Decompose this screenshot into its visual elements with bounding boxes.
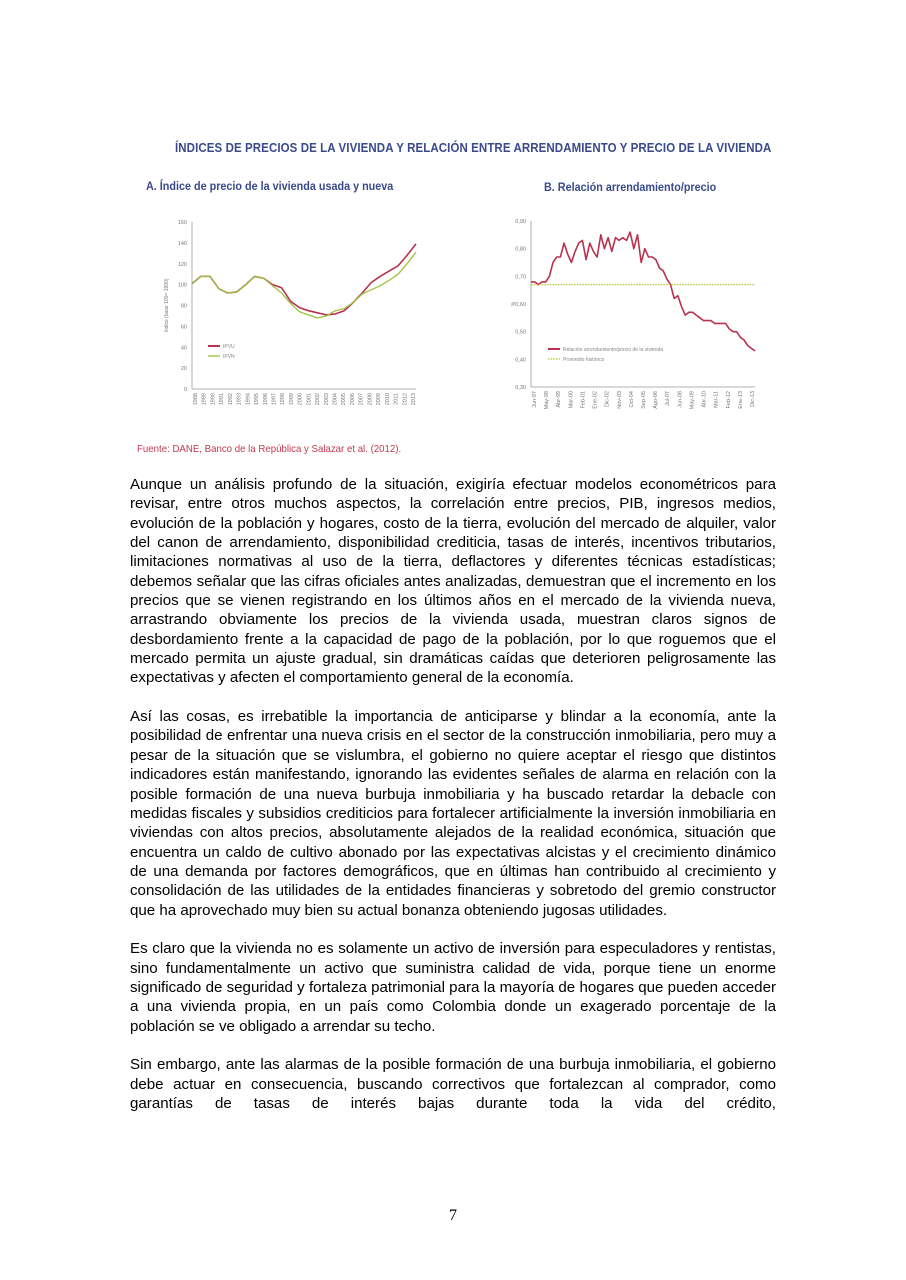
x-tick-label: Ene-02 <box>592 391 599 409</box>
x-tick-label: 2002 <box>315 393 322 406</box>
paragraph: Sin embargo, ante las alarmas de la posible formación de una burbuja inmobiliaria, el gobierno debe actuar en consecuencia, buscando correctivos que fortalezcan al comprador, como garantías de tasas de interés bajas durante toda la vida del crédito, <box>130 1056 776 1112</box>
x-tick-label: 1994 <box>245 393 252 406</box>
x-tick-label: 1995 <box>254 393 261 406</box>
series-line-0 <box>192 244 416 315</box>
y-tick-label: 0 <box>183 387 187 393</box>
x-tick-label: 1991 <box>219 393 226 406</box>
legend-label: Promedio histórico <box>563 357 605 363</box>
y-tick-label: 0,40 <box>515 357 526 364</box>
x-tick-label: 2005 <box>341 393 348 406</box>
x-tick-label: Sep-05 <box>641 391 647 409</box>
x-tick-label: 1988 <box>193 393 199 406</box>
x-tick-label: 1992 <box>227 393 234 406</box>
x-tick-label: 2008 <box>367 393 374 406</box>
x-tick-label: 1996 <box>262 393 269 406</box>
figure-source: Fuente: DANE, Banco de la República y Salazar et al. (2012). <box>137 443 402 455</box>
x-tick-label: 2006 <box>349 393 356 406</box>
x-tick-label: 2013 <box>411 393 417 406</box>
y-tick-label: 40 <box>180 345 187 352</box>
x-tick-label: Mar-00 <box>568 391 575 409</box>
x-tick-label: May-98 <box>544 391 551 410</box>
x-tick-label: 2000 <box>297 393 304 406</box>
y-tick-label: 0,30 <box>515 385 526 391</box>
figure-title: ÍNDICES DE PRECIOS DE LA VIVIENDA Y RELACIÓN ENTRE ARRENDAMIENTO Y PRECIO DE LA VIVIENDA <box>175 141 772 155</box>
x-tick-label: Ago-06 <box>653 391 660 409</box>
x-tick-label: Abr-99 <box>556 391 563 408</box>
y-tick-label: 100 <box>177 282 187 289</box>
y-tick-label: 120 <box>177 261 187 268</box>
x-tick-label: 1989 <box>201 393 208 406</box>
paragraph: Así las cosas, es irrebatible la importancia de anticiparse y blindar a la economía, ante la posibilidad de enfrentar una nueva crisis en el sector de la construcción inmobiliaria, pero muy a pesar de la situación que se vislumbra, el gobierno no quiere aceptar el riesgo que distintos indicadores están manifestando, ignorando las evidentes señales de alarma en relación con la posible formación de una nueva burbuja inmobiliaria y ha buscado retardar la debacle con medidas fiscales y subsidios crediticios para fortalecer artificialmente la inversión inmobiliaria en viviendas con altos precios, absolutamente alejados de la realidad económica, situación que encuentra un caldo de cultivo abonado por las expectativas alcistas y el crecimiento dinámico de una demanda por factores demográficos, que en últimas han contribuido al crecimiento y consolidación de las utilidades de la entidades financieras y sobretodo del gremio constructor que ha aprovechado muy bien su actual bonanza obteniendo jugosas utilidades. <box>130 708 776 919</box>
x-tick-label: Jun-08 <box>677 391 684 408</box>
figure-charts <box>0 0 906 440</box>
x-tick-label: 1998 <box>280 393 287 406</box>
legend-label: IPVN <box>223 354 235 360</box>
x-tick-label: Ene-13 <box>737 391 744 409</box>
x-tick-label: Nov-03 <box>616 391 623 409</box>
y-tick-label: 140 <box>177 240 187 247</box>
x-tick-label: 2010 <box>384 393 391 406</box>
x-tick-label: Dic-02 <box>604 391 611 407</box>
x-tick-label: 1997 <box>271 393 278 406</box>
x-tick-label: 2007 <box>358 393 365 406</box>
body-text <box>130 475 776 1133</box>
x-tick-label: Abr-10 <box>701 391 708 408</box>
page-number: 7 <box>449 1207 457 1224</box>
y-axis-label: % <box>511 301 517 307</box>
series-line-0 <box>531 232 755 351</box>
x-tick-label: Dic-13 <box>750 391 756 407</box>
y-axis-label: Índice (base 100= 1990) <box>164 278 170 333</box>
y-tick-label: 60 <box>180 324 187 331</box>
y-tick-label: 0,70 <box>515 274 526 281</box>
x-tick-label: 2012 <box>402 393 409 406</box>
y-tick-label: 20 <box>180 366 187 373</box>
paragraph: Aunque un análisis profundo de la situación, exigiría efectuar modelos econométricos para revisar, entre otros muchos aspectos, la correlación entre precios, PIB, ingresos medios, evolución de la población y hogares, costo de la tierra, evolución del mercado de alquiler, valor del canon de arrendamiento, disponibilidad crediticia, tasas de interés, incentivos tributarios, limitaciones normativas al uso de la tierra, deflactores y diferentes técnicas estadísticas; debemos señalar que las cifras oficiales antes analizadas, demuestran que el incremento en los precios que se vienen registrando en los últimos años en el mercado de la vivienda nueva, arrastrando obviamente los precios de la vivienda usada, muestran claros signos de desbordamiento frente a la capacidad de pago de la población, por lo que roguemos que el mercado permita un ajuste gradual, sin dramáticas caídas que deterioren peligrosamente las expectativas y afecten el comportamiento general de la economía. <box>130 476 776 687</box>
x-tick-label: Mar-11 <box>713 391 720 409</box>
x-tick-label: 1990 <box>210 393 217 406</box>
y-tick-label: 160 <box>177 220 187 226</box>
x-tick-label: Oct-04 <box>628 391 635 408</box>
chart-b-title: B. Relación arrendamiento/precio <box>544 180 717 194</box>
x-tick-label: 2011 <box>393 393 400 405</box>
x-tick-label: 2003 <box>323 393 330 406</box>
y-tick-label: 0,50 <box>515 329 526 336</box>
series-line-1 <box>192 252 416 318</box>
x-tick-label: May-09 <box>689 391 696 410</box>
legend-label: IPVU <box>223 344 235 350</box>
y-tick-label: 0,90 <box>515 219 526 225</box>
x-tick-label: Jun-97 <box>532 391 538 408</box>
x-tick-label: Feb-01 <box>580 391 587 409</box>
y-tick-label: 0,80 <box>515 246 526 253</box>
x-tick-label: 1999 <box>288 393 295 406</box>
x-tick-label: 1993 <box>236 393 243 406</box>
y-tick-label: 0,60 <box>515 302 526 308</box>
x-tick-label: 2004 <box>332 393 339 406</box>
legend-label: Relación arrendamiento/precio de la vivienda <box>563 347 664 353</box>
y-tick-label: 80 <box>180 303 187 310</box>
x-tick-label: Jul-07 <box>665 391 672 406</box>
x-tick-label: 2009 <box>376 393 383 406</box>
x-tick-label: Feb-12 <box>725 391 732 409</box>
chart-a-title: A. Índice de precio de la vivienda usada y nueva <box>146 179 394 193</box>
paragraph: Es claro que la vivienda no es solamente un activo de inversión para especuladores y rentistas, sino fundamentalmente un activo que suministra calidad de vida, porque tiene un enorme significado de seguridad y fortaleza patrimonial para la mayoría de hogares que pueden acceder a una vivienda propia, en un país como Colombia donde un exagerado porcentaje de la población se ve obligado a arrendar su techo. <box>130 940 776 1035</box>
x-tick-label: 2001 <box>306 393 313 406</box>
